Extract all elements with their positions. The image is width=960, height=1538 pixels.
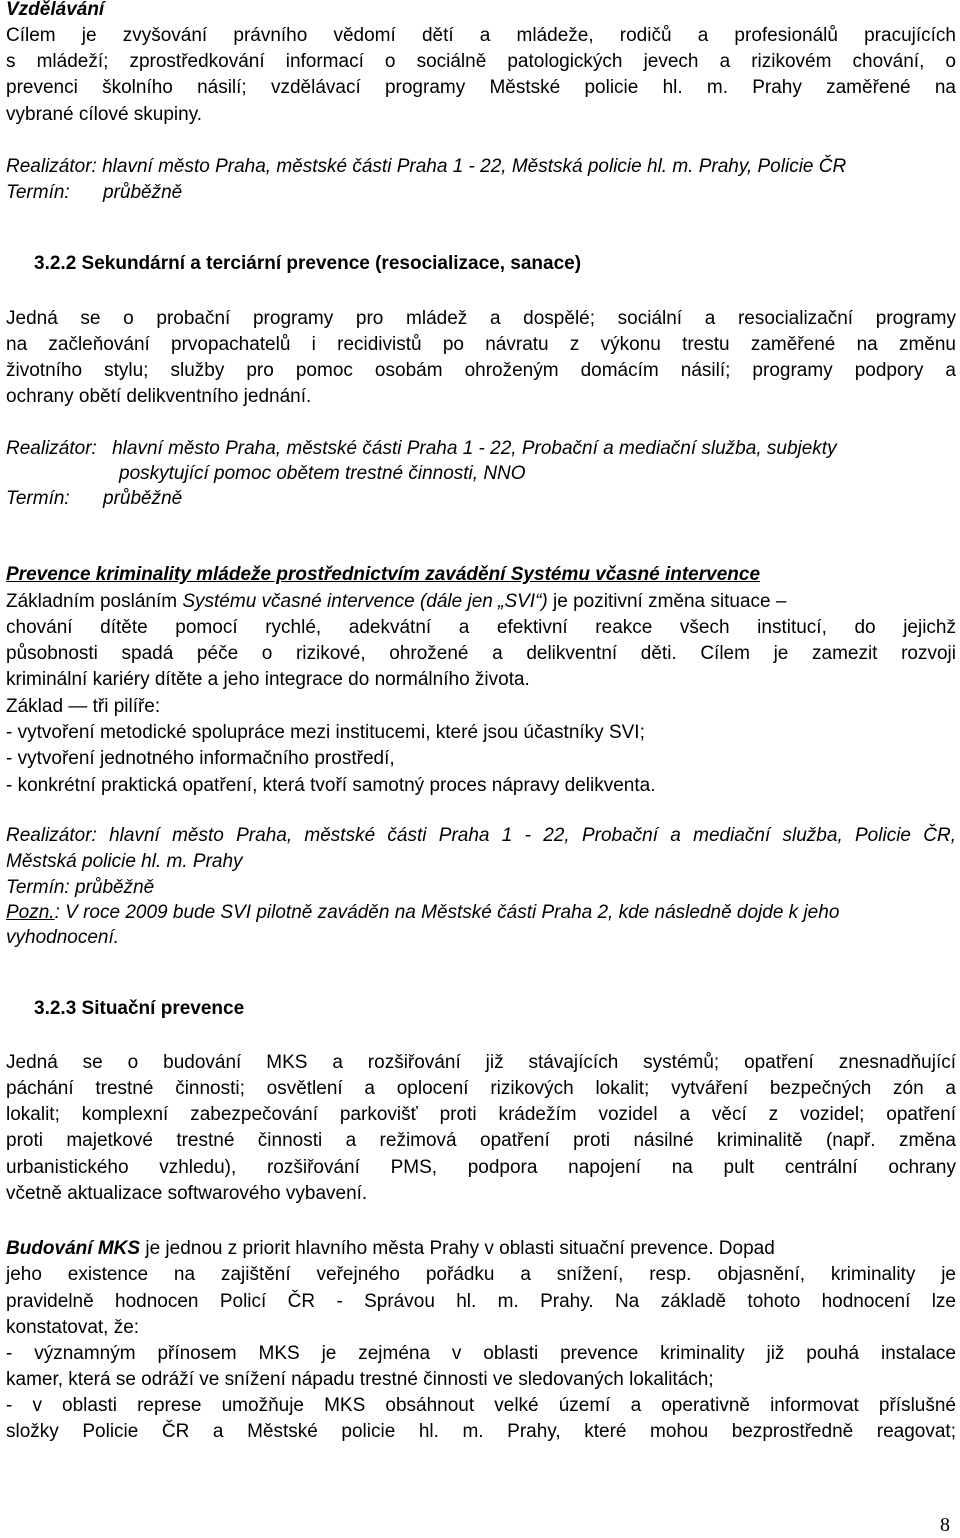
termin-value: průběžně (103, 182, 183, 203)
realizator-line: Realizátor: hlavní město Praha, městské části Praha 1 - 22, Městská policie hl. m. Prahy, Policie ČR (6, 156, 847, 177)
mks-line1 (6, 1236, 956, 1262)
svi-line1-italic: Systému včasné intervence (dále jen „SVI“) (182, 591, 548, 612)
realizator-line-cont: Městská policie hl. m. Prahy (6, 851, 243, 872)
pillar-item: - konkrétní praktická opatření, která tvoří samotný proces nápravy delikventa. (6, 775, 656, 796)
pillar-item: - vytvoření metodické spolupráce mezi institucemi, které jsou účastníky SVI; (6, 722, 645, 743)
termin-label: Termín: (6, 488, 70, 509)
paragraph-line: prevenci školního násilí; vzdělávací programy Městské policie hl. m. Prahy zaměřené na (6, 77, 956, 98)
paragraph-line: chování dítěte pomocí rychlé, adekvátní a efektivní reakce všech institucí, do jejichž (6, 617, 956, 638)
section-heading-323: 3.2.3 Situační prevence (34, 998, 245, 1019)
page-number: 8 (940, 1514, 950, 1536)
svi-line1-post: je pozitivní změna situace – (547, 591, 787, 612)
paragraph-line: Jedná se o probační programy pro mládež a dospělé; sociální a resocializační programy (6, 308, 956, 329)
paragraph-line: lokalit; komplexní zabezpečování parkovišť proti krádežím vozidel a věcí z vozidel; opatření (6, 1104, 956, 1125)
mks-bold-lead: Budování MKS (6, 1238, 141, 1259)
paragraph-line: jeho existence na zajištění veřejného pořádku a snížení, resp. objasnění, kriminality je (6, 1264, 956, 1285)
svi-line1 (6, 589, 956, 615)
realizator-line: Realizátor: hlavní město Praha, městské části Praha 1 - 22, Probační a mediační služba, Policie ČR, (6, 825, 956, 846)
paragraph-line: urbanistického vzhledu), rozšiřování PMS, podpora napojení na pult centrální ochrany (6, 1157, 956, 1178)
paragraph-line: životního stylu; služby pro pomoc osobám ohroženým domácím násilí; programy podpory a (6, 360, 956, 381)
pozn-text: : V roce 2009 bude SVI pilotně zaváděn na Městské části Praha 2, kde následně dojde k jeho (54, 902, 840, 923)
mks-line1-rest: je jednou z priorit hlavního města Prahy v oblasti situační prevence. Dopad (140, 1238, 775, 1259)
paragraph-line: kriminální kariéry dítěte a jeho integrace do normálního života. (6, 669, 530, 690)
paragraph-line: - v oblasti represe umožňuje MKS obsáhnout velké území a operativně informovat příslušné (6, 1395, 956, 1416)
paragraph-line: vybrané cílové skupiny. (6, 104, 203, 125)
paragraph-line: proti majetkové trestné činnosti a režimová opatření proti násilné kriminalitě (např. změna (6, 1130, 956, 1151)
paragraph-line: konstatovat, že: (6, 1317, 140, 1338)
realizator-value: hlavní město Praha, městské části Praha 1 - 22, Probační a mediační služba, subjekty (112, 438, 837, 459)
pillars-intro: Základ — tři pilíře: (6, 696, 161, 717)
paragraph-line: kamer, která se odráží ve snížení nápadu trestné činnosti ve sledovaných lokalitách; (6, 1369, 714, 1390)
paragraph-line: složky Policie ČR a Městské policie hl. m. Prahy, které mohou bezprostředně reagovat; (6, 1421, 956, 1442)
pozn-line (6, 900, 956, 926)
svi-heading: Prevence kriminality mládeže prostřednictvím zavádění Systému včasné intervence (6, 564, 761, 585)
paragraph-line: na začleňování prvopachatelů i recidivistů po návratu z výkonu trestu zaměřené na změnu (6, 334, 956, 355)
paragraph-line: působnosti spadá péče o rizikové, ohrožené a delikventní děti. Cílem je zamezit rozvoji (6, 643, 956, 664)
termin-line (6, 180, 182, 206)
paragraph-line: páchání trestné činnosti; osvětlení a oplocení rizikových lokalit; vytváření bezpečných zón a (6, 1078, 956, 1099)
paragraph-line: ochrany obětí delikventního jednání. (6, 386, 312, 407)
paragraph-line: včetně aktualizace softwarového vybavení. (6, 1183, 368, 1204)
realizator-line-cont: poskytující pomoc obětem trestné činnosti, NNO (119, 463, 526, 484)
section-heading-322: 3.2.2 Sekundární a terciární prevence (resocializace, sanace) (34, 253, 582, 274)
section-heading-vzdelavani: Vzdělávání (6, 0, 105, 20)
pillar-item: - vytvoření jednotného informačního prostředí, (6, 748, 395, 769)
termin-label: Termín: (6, 182, 70, 203)
pozn-label: Pozn. (6, 902, 55, 923)
paragraph-line: pravidelně hodnocen Policí ČR - Správou hl. m. Prahy. Na základě tohoto hodnocení lze (6, 1291, 956, 1312)
paragraph-line: s mládeží; zprostředkování informací o sociálně patologických jevech a rizikovém chování, o (6, 51, 956, 72)
paragraph-line: Jedná se o budování MKS a rozšiřování již stávajících systémů; opatření znesnadňující (6, 1052, 956, 1073)
termin-line (6, 486, 182, 512)
paragraph-line: - významným přínosem MKS je zejména v oblasti prevence kriminality již pouhá instalace (6, 1343, 956, 1364)
termin-line: Termín: průběžně (6, 877, 155, 898)
realizator-line (6, 436, 956, 462)
paragraph-line: Cílem je zvyšování právního vědomí dětí a mládeže, rodičů a profesionálů pracujících (6, 25, 956, 46)
realizator-label: Realizátor: (6, 438, 97, 459)
termin-value: průběžně (103, 488, 183, 509)
pozn-line-cont: vyhodnocení. (6, 927, 120, 948)
svi-line1-pre: Základním posláním (6, 591, 183, 612)
